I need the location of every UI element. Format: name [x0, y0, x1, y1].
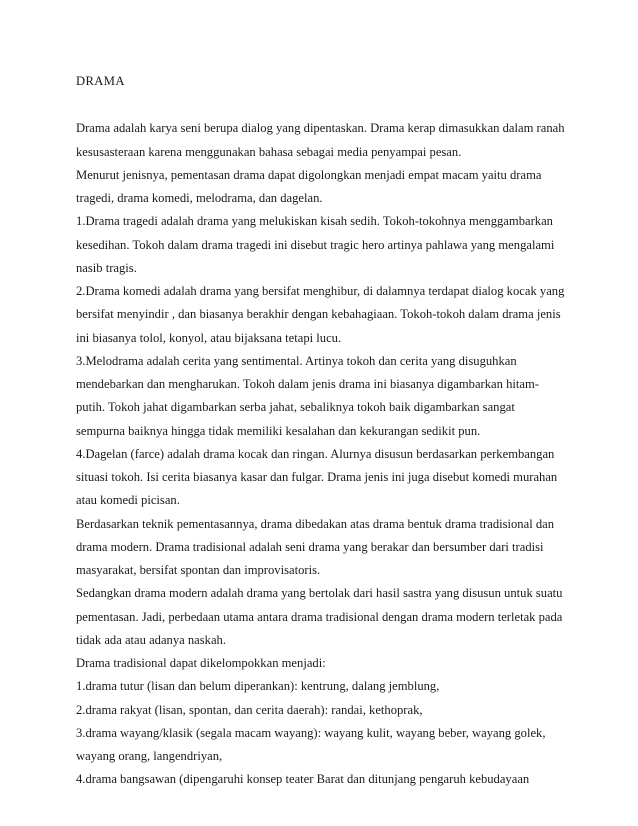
- text-line: Drama adalah karya seni berupa dialog yang dipentaskan. Drama kerap dimasukkan dalam ranah: [76, 121, 565, 135]
- text-line: masyarakat, bersifat spontan dan improvisatoris.: [76, 563, 321, 577]
- text-line: ini biasanya tolol, konyol, atau bijaksana tetapi lucu.: [76, 331, 342, 345]
- text-line: kesedihan. Tokoh dalam drama tragedi ini disebut tragic hero artinya pahlawa yang mengalami: [76, 238, 555, 252]
- text-line: putih. Tokoh jahat digambarkan serba jahat, sebaliknya tokoh baik digambarkan sangat: [76, 400, 515, 414]
- text-line: 1.Drama tragedi adalah drama yang melukiskan kisah sedih. Tokoh-tokohnya menggambarkan: [76, 214, 553, 228]
- text-line: Drama tradisional dapat dikelompokkan menjadi:: [76, 656, 326, 670]
- text-line: 3.drama wayang/klasik (segala macam wayang): wayang kulit, wayang beber, wayang golek,: [76, 726, 546, 740]
- text-line: kesusasteraan karena menggunakan bahasa sebagai media penyampai pesan.: [76, 145, 462, 159]
- text-line: 2.drama rakyat (lisan, spontan, dan cerita daerah): randai, kethoprak,: [76, 703, 423, 717]
- text-line: Berdasarkan teknik pementasannya, drama dibedakan atas drama bentuk drama tradisional dan: [76, 517, 555, 531]
- text-line: 3.Melodrama adalah cerita yang sentimental. Artinya tokoh dan cerita yang disuguhkan: [76, 354, 517, 368]
- text-line: 1.drama tutur (lisan dan belum diperankan): kentrung, dalang jemblung,: [76, 679, 440, 693]
- text-line: Menurut jenisnya, pementasan drama dapat digolongkan menjadi empat macam yaitu drama: [76, 168, 542, 182]
- text-line: 4.drama bangsawan (dipengaruhi konsep teater Barat dan ditunjang pengaruh kebudayaan: [76, 772, 530, 786]
- text-line: sempurna baiknya hingga tidak memiliki kesalahan dan kekurangan sedikit pun.: [76, 424, 481, 438]
- text-line: tragedi, drama komedi, melodrama, dan dagelan.: [76, 191, 323, 205]
- document-title: DRAMA: [76, 74, 125, 88]
- text-line: nasib tragis.: [76, 261, 137, 275]
- text-line: atau komedi picisan.: [76, 493, 180, 507]
- text-line: wayang orang, langendriyan,: [76, 749, 223, 763]
- text-line: pementasan. Jadi, perbedaan utama antara drama tradisional dengan drama modern terletak pada: [76, 610, 563, 624]
- text-line: 2.Drama komedi adalah drama yang bersifat menghibur, di dalamnya terdapat dialog kocak yang: [76, 284, 565, 298]
- text-line: drama modern. Drama tradisional adalah seni drama yang berakar dan bersumber dari tradisi: [76, 540, 544, 554]
- text-line: mendebarkan dan mengharukan. Tokoh dalam jenis drama ini biasanya digambarkan hitam-: [76, 377, 539, 391]
- text-line: Sedangkan drama modern adalah drama yang bertolak dari hasil sastra yang disusun untuk suatu: [76, 586, 563, 600]
- text-line: tidak ada atau adanya naskah.: [76, 633, 227, 647]
- text-line: bersifat menyindir , dan biasanya berakhir dengan kebahagiaan. Tokoh-tokoh dalam drama jenis: [76, 307, 561, 321]
- text-line: situasi tokoh. Isi cerita biasanya kasar dan fulgar. Drama jenis ini juga disebut komedi murahan: [76, 470, 558, 484]
- text-line: 4.Dagelan (farce) adalah drama kocak dan ringan. Alurnya disusun berdasarkan perkembangan: [76, 447, 555, 461]
